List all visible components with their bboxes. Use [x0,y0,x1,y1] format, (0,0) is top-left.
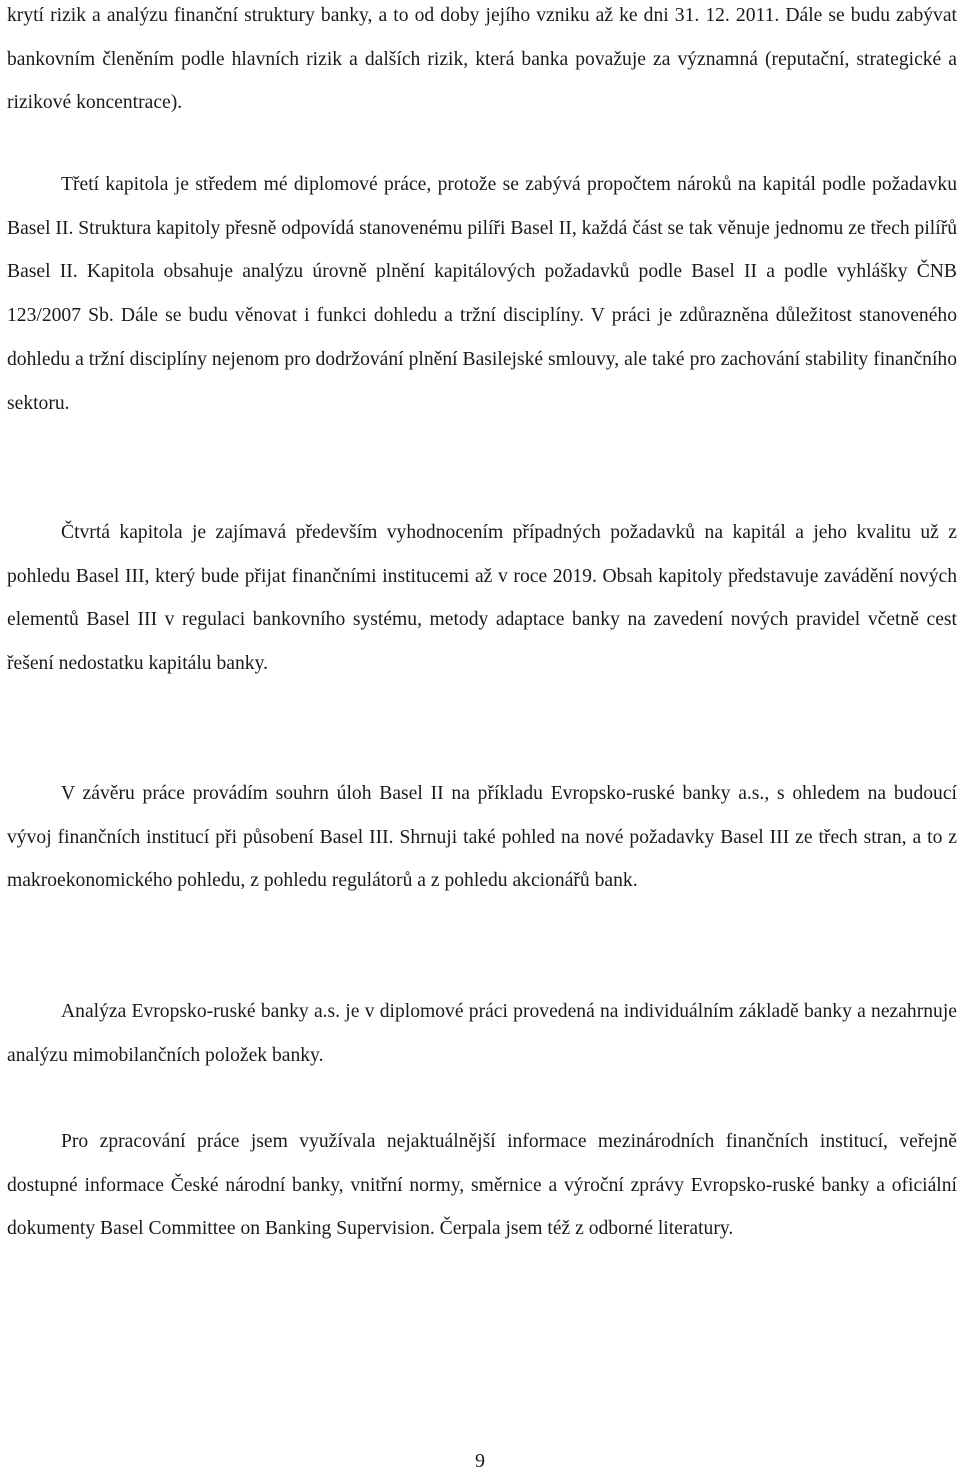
paragraph-chapter-three: Třetí kapitola je středem mé diplomové práce, protože se zabývá propočtem nároků na kapitál podle požadavku Basel II. Struktura kapitoly přesně odpovídá stanovenému pilíři Basel II, každá část se tak věnuje jednomu ze třech pilířů Basel II. Kapitola obsahuje analýzu úrovně plnění kapitálových požadavků podle Basel II a podle vyhlášky ČNB 123/2007 Sb. Dále se budu věnovat i funkci dohledu a tržní disciplíny. V práci je zdůrazněna důležitost stanoveného dohledu a tržní disciplíny nejenom pro dodržování plnění Basilejské smlouvy, ale také pro zachování stability finančního sektoru. [7,174,958,414]
paragraph-sources: Pro zpracování práce jsem využívala nejaktuálnější informace mezinárodních finančních institucí, veřejně dostupné informace České národní banky, vnitřní normy, směrnice a výroční zprávy Evropsko-ruské banky a oficiální dokumenty Basel Committee on Banking Supervision. Čerpala jsem též z odborné literatury. [7,1131,957,1240]
page-number: 9 [475,1450,485,1472]
paragraph-chapter-four: Čtvrtá kapitola je zajímavá především vyhodnocením případných požadavků na kapitál a jeho kvalitu už z pohledu Basel III, který bude přijat finančními institucemi až v roce 2019. Obsah kapitoly představuje zavádění nových elementů Basel III v regulaci bankovního systému, metody adaptace banky na zavedení nových pravidel včetně cest řešení nedostatku kapitálu banky. [7,522,957,675]
paragraph-conclusion: V závěru práce provádím souhrn úloh Basel II na příkladu Evropsko-ruské banky a.s., s ohledem na budoucí vývoj finančních institucí při působení Basel III. Shrnuji také pohled na nové požadavky Basel III ze třech stran, a to z makroekonomického pohledu, z pohledu regulátorů a z pohledu akcionářů bank. [7,783,957,892]
paragraph-chapter-two-continuation: krytí rizik a analýzu finanční struktury banky, a to od doby jejího vzniku až ke dni 31. 12. 2011. Dále se budu zabývat bankovním členěním podle hlavních rizik a dalších rizik, která banka považuje za významná (reputační, strategické a rizikové koncentrace). [7,5,957,114]
paragraph-analysis-scope: Analýza Evropsko-ruské banky a.s. je v diplomové práci provedená na individuálním základě banky a nezahrnuje analýzu mimobilančních položek banky. [7,1001,957,1066]
